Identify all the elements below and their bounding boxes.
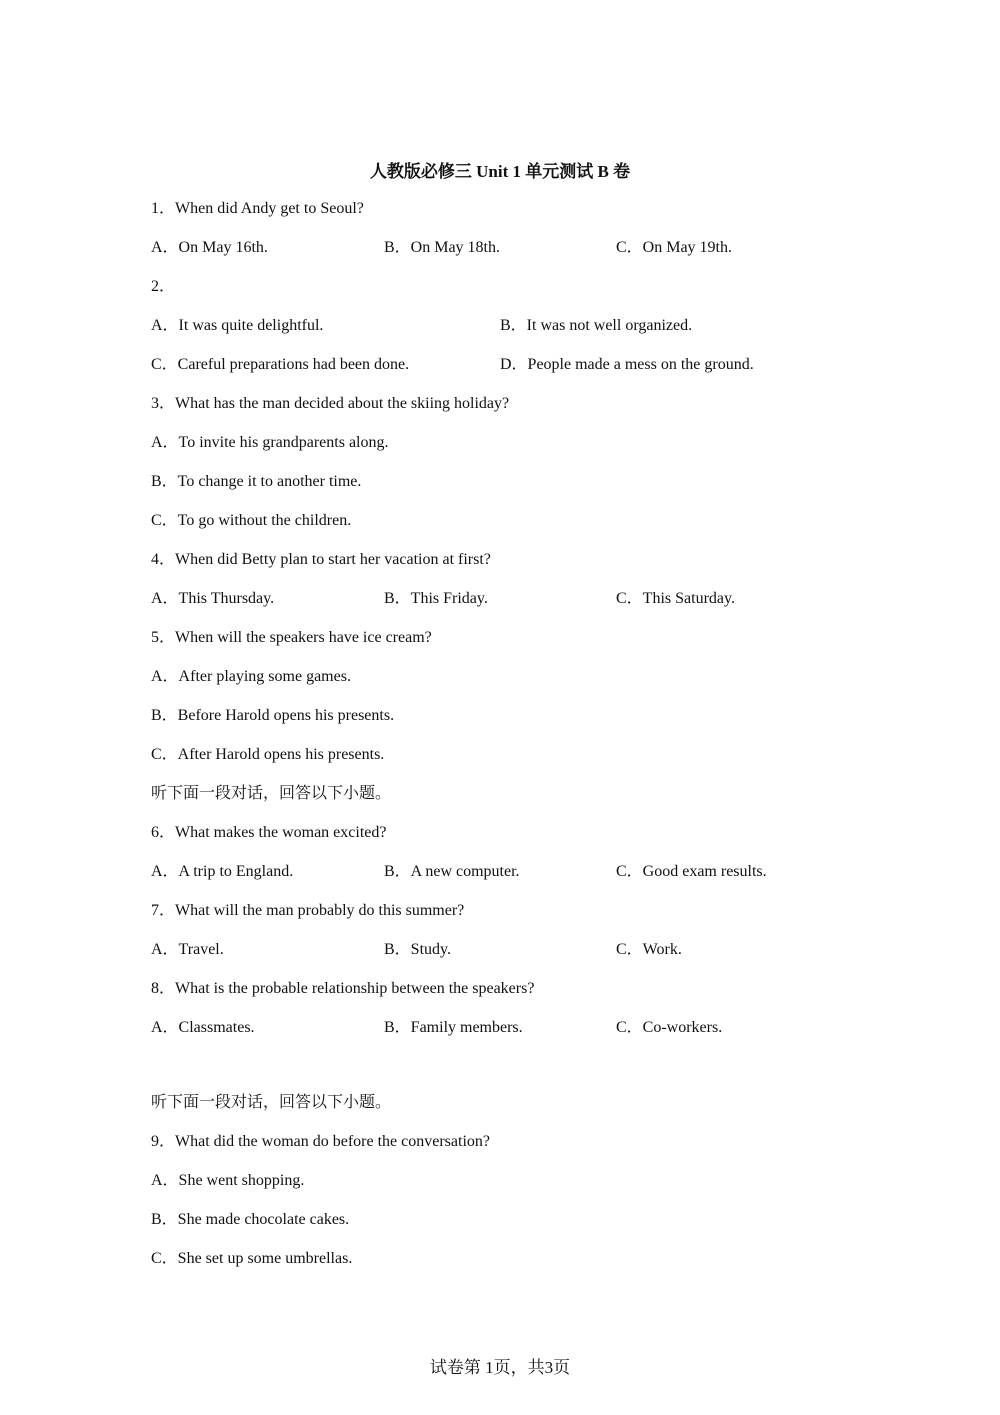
question-7: 7．What will the man probably do this summer? [151,902,465,919]
option-c: C．She set up some umbrellas. [151,1250,353,1267]
option-a: A．A trip to England. [151,863,294,880]
option-b: B．Family members. [384,1019,523,1036]
option-d: D．People made a mess on the ground. [500,356,754,373]
option-b: B．Study. [384,941,451,958]
option-b: B．This Friday. [384,590,488,607]
option-a: A．This Thursday. [151,590,275,607]
option-b: B．She made chocolate cakes. [151,1211,350,1228]
section-heading: 听下面一段对话，回答以下小题。 [151,1094,392,1111]
option-a: A．To invite his grandparents along. [151,434,389,451]
option-c: C．After Harold opens his presents. [151,746,385,763]
options-row-q2-ab [151,315,851,337]
option-b: B．A new computer. [384,863,520,880]
question-8: 8．What is the probable relationship between the speakers? [151,980,535,997]
page-title: 人教版必修三 Unit 1 单元测试 B 卷 [369,162,631,181]
question-1: 1．When did Andy get to Seoul? [151,200,364,217]
options-row-q8 [151,1017,851,1039]
page-footer: 试卷第 1页，共3页 [429,1358,571,1377]
option-c: C．Co-workers. [616,1019,723,1036]
option-c: C．Good exam results. [616,863,767,880]
option-a: A．Travel. [151,941,224,958]
option-b: B．To change it to another time. [151,473,362,490]
options-row-q6 [151,861,851,883]
question-5: 5．When will the speakers have ice cream? [151,629,432,646]
question-9: 9．What did the woman do before the conversation? [151,1133,491,1150]
option-c: C．On May 19th. [616,239,733,256]
options-row-q1 [151,237,851,259]
question-3: 3．What has the man decided about the skiing holiday? [151,395,510,412]
option-a: A．She went shopping. [151,1172,305,1189]
option-b: B．On May 18th. [384,239,501,256]
options-row-q2-cd [151,354,851,376]
option-c: C．To go without the children. [151,512,352,529]
option-a: A．After playing some games. [151,668,351,685]
question-4: 4．When did Betty plan to start her vacation at first? [151,551,491,568]
option-a: A．It was quite delightful. [151,317,324,334]
option-a: A．Classmates. [151,1019,255,1036]
options-row-q4 [151,588,851,610]
section-heading: 听下面一段对话，回答以下小题。 [151,785,392,802]
option-b: B．Before Harold opens his presents. [151,707,395,724]
question-2: 2． [151,278,176,295]
option-c: C．This Saturday. [616,590,735,607]
options-row-q7 [151,939,851,961]
question-6: 6．What makes the woman excited? [151,824,387,841]
option-c: C．Work. [616,941,682,958]
option-c: C．Careful preparations had been done. [151,356,410,373]
option-a: A．On May 16th. [151,239,268,256]
option-b: B．It was not well organized. [500,317,693,334]
